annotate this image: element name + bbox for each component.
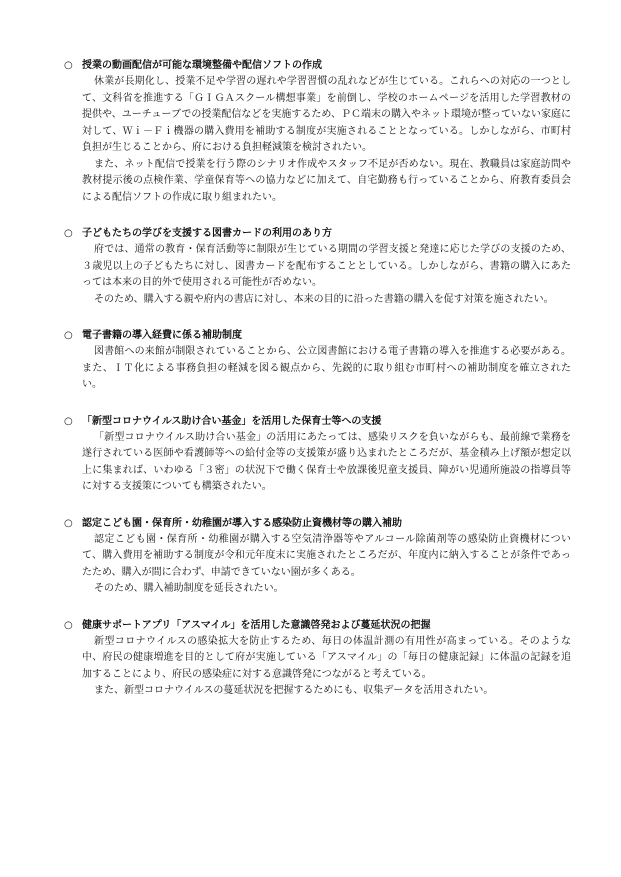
paragraph: 図書館への来館が制限されていることから、公立図書館における電子書籍の導入を推進する必要がある。また、ＩＴ化による事務負担の軽減を図る観点から、先鋭的に取り組む市町村への補助制度を確立されたい。 [82,346,571,390]
circle-bullet-icon: ○ [64,517,73,529]
section-childcare-support [64,414,571,496]
section-heading [64,414,571,430]
section-title: 「新型コロナウイルス助け合い基金」を活用した保育士等への支援 [82,415,382,427]
section-title: 認定こども園・保育所・幼稚園が導入する感染防止資機材等の購入補助 [82,517,402,529]
section-title: 電子書籍の導入経費に係る補助制度 [82,330,242,341]
circle-bullet-icon: ○ [64,619,73,631]
section-heading [64,226,571,242]
section-title: 授業の動画配信が可能な環境整備や配信ソフトの作成 [82,60,322,71]
section-ebook-subsidy [64,328,571,394]
paragraph: そのため、購入補助制度を延長されたい。 [94,583,284,594]
section-video-delivery [64,58,571,206]
circle-bullet-icon: ○ [64,228,73,239]
paragraph: 「新型コロナウイルス助け合い基金」の活用にあたっては、感染リスクを負いながらも、最前線で業務を遂行されている医師や看護師等への給付金等の支援策が盛り込まれたところだが、基金積み上げ額が想定以上に集まれば、いわゆる「３密」の状況下で働く保育士や放課後児童支援員、障がい児通所施設の指導員等に対する支援策についても構築されたい。 [82,431,571,492]
paragraph: 休業が長期化し、授業不足や学習の遅れや学習習慣の乱れなどが生じている。これらへの対応の一つとして、文科省を推進する「ＧＩＧＡスクール構想事業」を前倒し、学校のホームページを活用した学習教材の提供や、ユーチューブでの授業配信などを実施するため、ＰＣ端末の購入やネット環境が整っていない家庭に対して、Ｗｉ－Ｆｉ機器の購入費用を補助する制度が実施されることとなっている。しかしながら、市町村負担が生じることから、府における負担軽減策を検討されたい。 [82,76,571,153]
circle-bullet-icon: ○ [64,330,73,341]
section-heading [64,618,571,634]
section-book-card [64,226,571,308]
section-heading [64,328,571,344]
circle-bullet-icon: ○ [64,60,73,71]
section-infection-equipment [64,516,571,598]
section-title: 健康サポートアプリ「アスマイル」を活用した意識啓発および蔓延状況の把握 [82,619,431,631]
section-heading [64,58,571,74]
paragraph: 新型コロナウイルスの感染拡大を防止するため、毎日の体温計測の有用性が高まっている。そのような中、府民の健康増進を目的として府が実施している「アスマイル」の「毎日の健康記録」に体温の記録を追加することにより、府民の感染症に対する意識啓発につながると考えている。 [82,635,571,680]
section-health-app [64,618,571,700]
paragraph: 府では、通常の教育・保育活動等に制限が生じている期間の学習支援と発達に応じた学びの支援のため、３歳児以上の子どもたちに対し、図書カードを配布することとしている。しかしながら、書籍の購入にあたっては本来の目的外で使用される可能性が否めない。 [82,244,571,288]
circle-bullet-icon: ○ [64,415,73,427]
paragraph: そのため、購入する親や府内の書店に対し、本来の目的に沿った書籍の購入を促す対策を施されたい。 [94,293,554,305]
section-heading [64,516,571,532]
section-title: 子どもたちの学びを支援する図書カードの利用のあり方 [82,228,332,239]
paragraph: 認定こども園・保育所・幼稚園が購入する空気清浄器等やアルコール除菌剤等の感染防止資機材について、購入費用を補助する制度が令和元年度末に実施されたところだが、年度内に納入することが条件であったため、購入が間に合わず、申請できていない園が多くある。 [82,533,571,578]
paragraph: また、新型コロナウイルスの蔓延状況を把握するためにも、収集データを活用されたい。 [94,685,494,696]
paragraph: また、ネット配信で授業を行う際のシナリオ作成やスタッフ不足が否めない。現在、教職員は家庭訪問や教材提示後の点検作業、学童保育等への協力などに加えて、自宅勤務も行っていることから、府教育委員会による配信ソフトの作成に取り組まれたい。 [82,158,571,203]
